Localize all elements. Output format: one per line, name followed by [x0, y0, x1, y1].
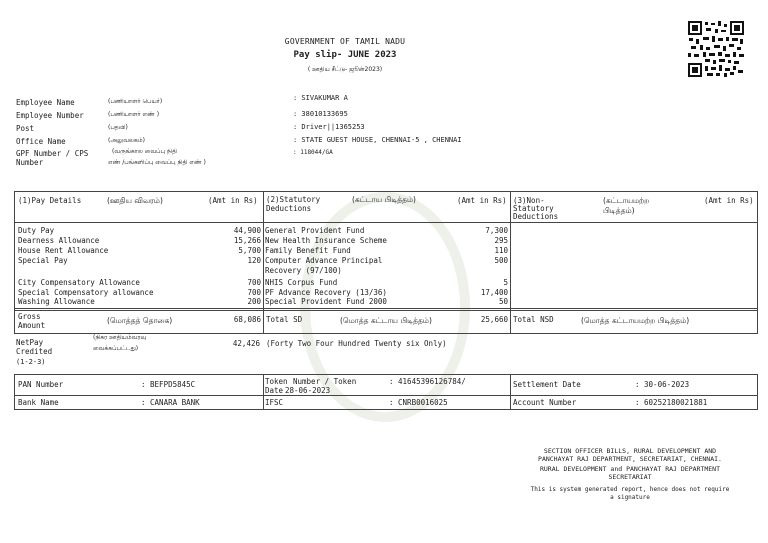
deduction-amount: 5 [503, 278, 508, 287]
gross-label-line1: Gross [18, 312, 41, 321]
statutory-header-line1: (2)Statutory [266, 195, 321, 204]
pan-label: PAN Number [18, 380, 64, 389]
employee-number-tamil: (பணியாளர் எண் ) [108, 111, 160, 118]
nonstat-tamil-line2: பிடித்தம்) [603, 206, 635, 215]
account-number-label: Account Number [513, 398, 577, 407]
token-value-line1: : 41645396126784/ [389, 377, 466, 386]
deduction-amount: 295 [494, 236, 508, 245]
ifsc-label: IFSC [265, 398, 284, 407]
post-label: Post [16, 124, 35, 133]
earning-amount: 700 [247, 288, 261, 297]
doc-title-payslip: Pay slip- JUNE 2023 [293, 50, 397, 60]
office-name-label: Office Name [16, 137, 66, 146]
gross-label-line2: Amount [18, 321, 46, 330]
deduction-amount: 17,400 [480, 288, 508, 297]
office-name-value: : STATE GUEST HOUSE, CHENNAI-5 , CHENNAI [293, 136, 462, 144]
post-value: : Driver||1365253 [293, 123, 365, 131]
nonstat-header-line1: (3)Non- [513, 196, 545, 205]
earning-amount: 200 [247, 297, 261, 306]
post-tamil: (பதவி) [108, 124, 128, 131]
deduction-amount: 50 [498, 297, 508, 306]
earning-name: City Compensatory Allowance [18, 278, 140, 287]
nonstat-header-line2: Statutory [513, 204, 554, 213]
deduction-name: PF Advance Recovery (13/36) [265, 288, 387, 297]
earning-name: Washing Allowance [18, 297, 95, 306]
gpf-label-line2: Number [16, 158, 44, 167]
earning-amount: 44,900 [233, 226, 261, 235]
settlement-date-label: Settlement Date [513, 380, 581, 389]
employee-name-label: Employee Name [16, 98, 75, 107]
deduction-name: Special Provident Fund 2000 [265, 297, 387, 306]
employee-name-tamil: (பணியாளர் பெயர்) [108, 98, 163, 105]
bank-info-table [14, 374, 758, 410]
total-sd-tamil: (மொத்த கட்டாய பிடித்தம்) [340, 316, 432, 325]
pay-details-unit: (Amt in Rs) [208, 196, 258, 205]
pay-details-tamil: (ஊதிய விவரம்) [107, 196, 163, 205]
doc-title-government: GOVERNMENT OF TAMIL NADU [284, 37, 406, 46]
bank-name-value: : CANARA BANK [141, 398, 200, 407]
earning-name: House Rent Allowance [18, 246, 109, 255]
gpf-value: : 118044/GA [293, 149, 333, 156]
footer-dept-line2: SECRETARIAT [608, 473, 652, 481]
footer-office-line1: SECTION OFFICER BILLS, RURAL DEVELOPMENT AND [543, 447, 717, 455]
pay-table [14, 191, 758, 311]
statutory-header-line2: Deductions [266, 204, 312, 213]
settlement-date-value: : 30-06-2023 [635, 380, 690, 389]
netpay-label-line2: Credited [16, 347, 53, 356]
footer-office-line2: PANCHAYAT RAJ DEPARTMENT, SECRETARIAT, CHENNAI. [538, 455, 722, 463]
employee-number-label: Employee Number [16, 111, 84, 120]
earning-name: Special Compensatory allowance [18, 288, 154, 297]
nonstat-unit: (Amt in Rs) [704, 196, 754, 205]
gross-tamil: (மொத்தத் தொகை) [107, 316, 173, 325]
account-number-value: : 60252180021881 [635, 398, 708, 407]
nonstat-tamil-line1: (கட்டாயமற்ற [603, 196, 650, 205]
earning-amount: 120 [247, 256, 261, 265]
footer-note-line1: This is system generated report, hence does not require [530, 486, 730, 493]
employee-number-value: : 38010133695 [293, 110, 348, 118]
netpay-words: (Forty Two Four Hundred Twenty six Only) [266, 339, 447, 348]
footer-dept-line1: RURAL DEVELOPMENT and PANCHAYAT RAJ DEPARTMENT [539, 465, 720, 473]
pan-value: : BEFPD5845C [141, 380, 196, 389]
token-label-b: Number / Token [293, 377, 357, 386]
nonstat-header-line3: Deductions [513, 212, 559, 221]
statutory-unit: (Amt in Rs) [457, 196, 507, 205]
gross-amount: 68,086 [233, 315, 261, 324]
earning-amount: 15,266 [233, 236, 261, 245]
deduction-amount: 110 [494, 246, 508, 255]
earning-name: Special Pay [18, 256, 68, 265]
employee-name-value: : SIVAKUMAR A [293, 94, 348, 102]
total-nsd-tamil: (மொத்த கட்டாயமற்ற பிடித்தம்) [581, 316, 690, 325]
ifsc-value: : CNRB0016025 [389, 398, 448, 407]
doc-title-tamil: ( ஊதிய சீட்டு- ஜூன்2023) [307, 66, 383, 73]
earning-amount: 700 [247, 278, 261, 287]
token-value-line2: 28-06-2023 [285, 386, 331, 395]
earning-name: Duty Pay [18, 226, 55, 235]
token-label-line1: Token [265, 377, 288, 386]
office-name-tamil: (அலுவலகம்) [108, 137, 145, 144]
pay-details-header: (1)Pay Details [18, 196, 82, 205]
netpay-tamil-line1: (நிகர ஊதியம்வரவு [93, 334, 147, 341]
earning-name: Dearness Allowance [18, 236, 100, 245]
deduction-name: General Provident Fund [265, 226, 365, 235]
deduction-amount: 500 [494, 256, 508, 265]
deduction-name: New Health Insurance Scheme [265, 236, 387, 245]
gpf-label-line1: GPF Number / CPS [16, 149, 89, 158]
token-label-line2: Date [265, 386, 284, 395]
deduction-name: Family Benefit Fund [265, 246, 351, 255]
deduction-name: Computer Advance Principal [265, 256, 383, 265]
deduction-name: NHIS Corpus Fund [265, 278, 338, 287]
footer-note-line2: a signature [610, 494, 650, 501]
totals-row [14, 310, 758, 334]
gpf-tamil-line2: எண் /பங்களிப்பு வைப்பு நிதி எண் ) [108, 159, 206, 166]
netpay-formula: (1-2-3) [16, 358, 46, 366]
earning-amount: 5,700 [238, 246, 261, 255]
netpay-label-line1: NetPay [16, 338, 44, 347]
statutory-tamil: (கட்டாய பிடித்தம்) [352, 195, 416, 204]
netpay-tamil-line2: வைக்கப்பட்டது) [93, 345, 139, 352]
gpf-tamil-line1: (வருங்கால வைப்பு நிதி [112, 148, 177, 155]
total-sd-amount: 25,660 [480, 315, 508, 324]
netpay-amount: 42,426 [232, 339, 260, 348]
deduction-amount: 7,300 [485, 226, 508, 235]
total-sd-label: Total SD [266, 315, 303, 324]
deduction-name-line2: Recovery (97/100) [265, 266, 342, 275]
qr-code-icon [688, 21, 744, 77]
bank-name-label: Bank Name [18, 398, 59, 407]
total-nsd-label: Total NSD [513, 315, 554, 324]
